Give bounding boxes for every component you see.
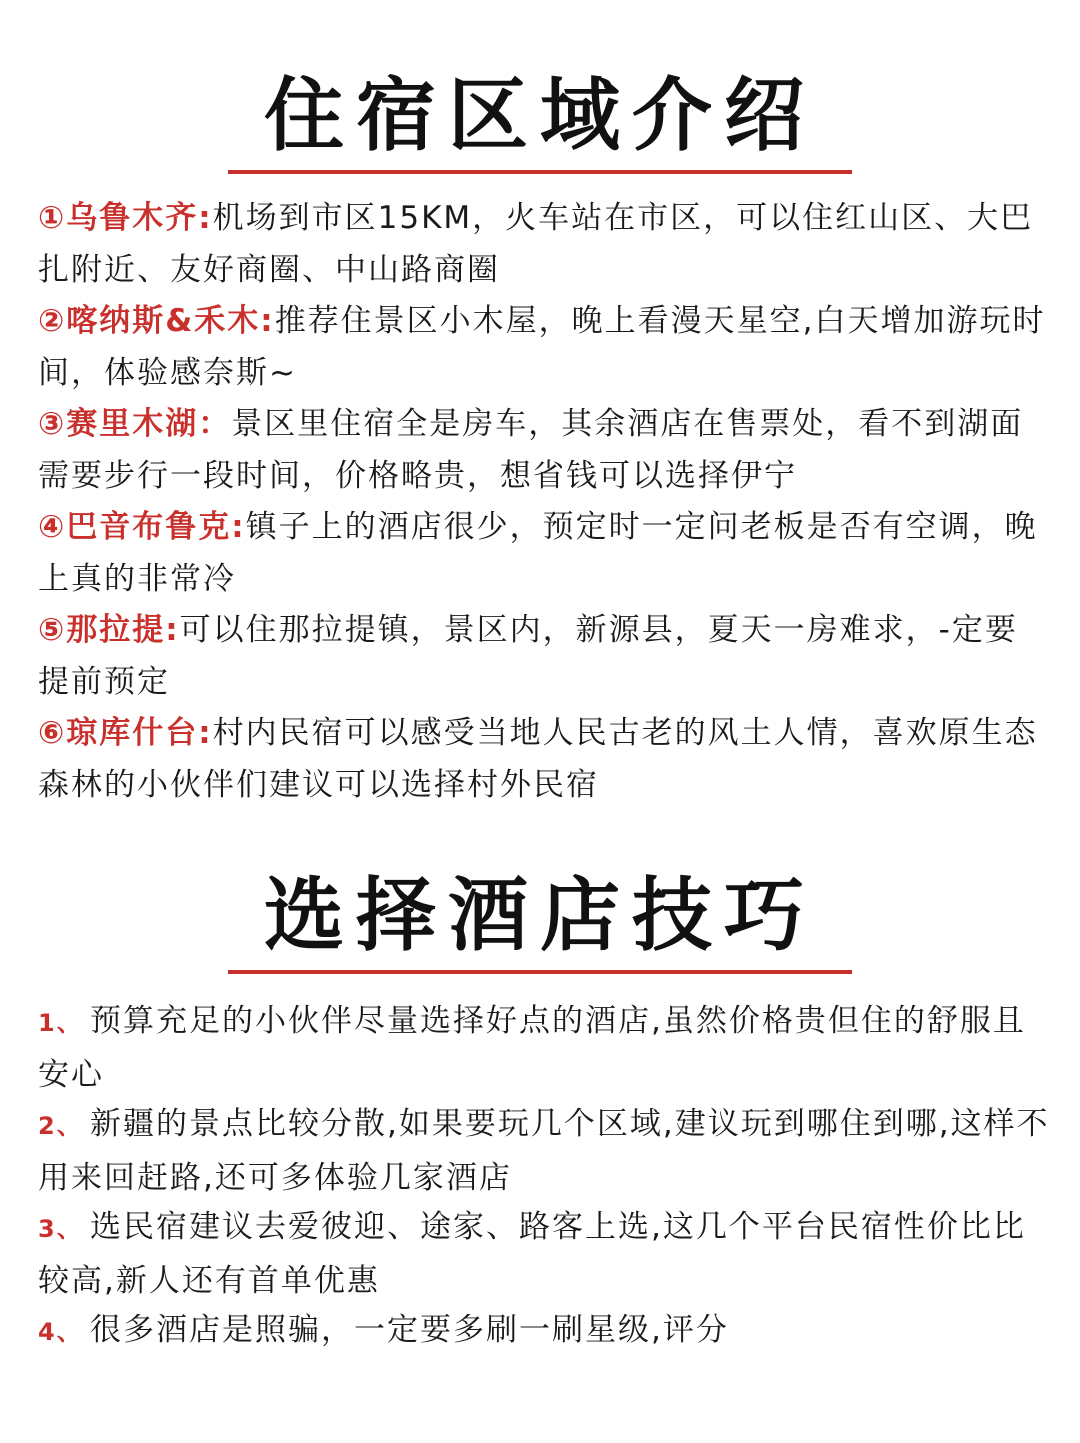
- lodging-item-lead: ⑤那拉提:: [38, 612, 180, 648]
- lodging-item-bayanbulak: [38, 502, 1050, 605]
- tip-item-1: [38, 996, 1050, 1101]
- lodging-item-text: 村内民宿可以感受当地人民古老的风土人情，喜欢原生态森林的小伙伴们建议可以选择村外民宿: [38, 715, 1038, 803]
- tip-number: 4、: [38, 1318, 83, 1346]
- section-title-lodging-areas: 住宿区域介绍: [264, 69, 816, 162]
- lodging-item-lead: ⑥琼库什台:: [38, 715, 213, 751]
- tip-text: 很多酒店是照骗，一定要多刷一刷星级,评分: [90, 1312, 729, 1348]
- lodging-item-text: 景区里住宿全是房车，其余酒店在售票处，看不到湖面需要步行一段时间，价格略贵，想省钱可以选择伊宁: [38, 406, 1024, 494]
- lodging-item-text: 推荐住景区小木屋，晚上看漫天星空,白天增加游玩时间，体验感奈斯~: [38, 303, 1046, 391]
- tip-item-4: [38, 1305, 1050, 1359]
- tip-item-2: [38, 1099, 1050, 1204]
- lodging-item-text: 镇子上的酒店很少，预定时一定问老板是否有空调，晚上真的非常冷: [38, 509, 1038, 597]
- lodging-item-lead: ④巴音布鲁克:: [38, 509, 246, 545]
- lodging-item-lead: ③赛里木湖：: [38, 406, 232, 442]
- tip-item-3: [38, 1202, 1050, 1307]
- section-title-hotel-tips: 选择酒店技巧: [264, 869, 816, 962]
- lodging-item-text: 可以住那拉提镇，景区内，新源县，夏天一房难求，-定要提前预定: [38, 612, 1018, 700]
- tip-number: 3、: [38, 1215, 83, 1243]
- tip-number: 2、: [38, 1112, 83, 1140]
- lodging-item-nalati: [38, 605, 1050, 708]
- lodging-item-lead: ②喀纳斯&禾木:: [38, 303, 275, 339]
- lodging-item-lead: ①乌鲁木齐:: [38, 200, 213, 236]
- lodging-item-urumqi: [38, 193, 1050, 296]
- title-divider: [228, 170, 852, 174]
- lodging-item-kanas: [38, 296, 1050, 399]
- tip-text: 新疆的景点比较分散,如果要玩几个区域,建议玩到哪住到哪,这样不用来回赶路,还可多体验几家酒店: [38, 1106, 1050, 1196]
- title-divider: [228, 970, 852, 974]
- lodging-item-qiongkushitai: [38, 708, 1050, 811]
- tip-number: 1、: [38, 1009, 83, 1037]
- lodging-item-sayram-lake: [38, 399, 1050, 502]
- tip-text: 选民宿建议去爱彼迎、途家、路客上选,这几个平台民宿性价比比较高,新人还有首单优惠: [38, 1209, 1026, 1299]
- tip-text: 预算充足的小伙伴尽量选择好点的酒店,虽然价格贵但住的舒服且安心: [38, 1003, 1026, 1093]
- lodging-item-text: 机场到市区15KM，火车站在市区，可以住红山区、大巴扎附近、友好商圈、中山路商圈: [38, 200, 1034, 288]
